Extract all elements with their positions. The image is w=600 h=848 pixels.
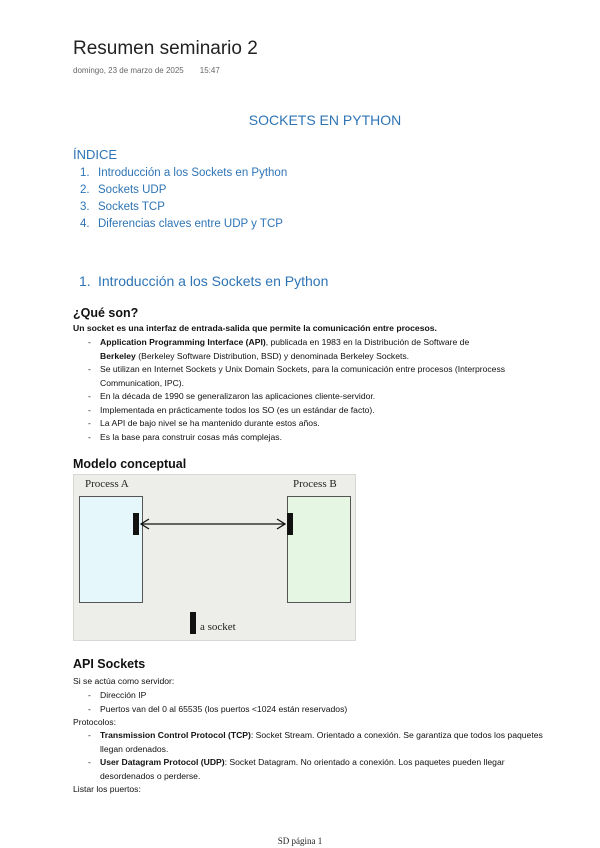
list-item xyxy=(86,363,546,390)
section-title: Introducción a los Sockets en Python xyxy=(98,273,329,289)
bidirectional-arrow-icon xyxy=(138,516,288,532)
list-text: La API de bajo nivel se ha mantenido durante estos años. xyxy=(100,418,320,428)
list-item xyxy=(86,703,546,717)
list-text: Dirección IP xyxy=(100,690,147,700)
section-number: 1. xyxy=(79,273,91,289)
list-text: Puertos van del 0 al 65535 (los puertos <1024 están reservados) xyxy=(100,703,348,714)
list-text: Se utilizan en Internet Sockets y Unix Domain Sockets, para la comunicación entre procesos (Interprocess Communication, IPC). xyxy=(100,364,506,388)
toc-number: 4. xyxy=(80,218,90,230)
list-text: : Socket Datagram. No orientado a conexión. Los paquetes pueden llegar desordenados o perderse. xyxy=(100,757,505,781)
process-a-label: Process A xyxy=(85,478,129,490)
list-text: Es la base para construir cosas más complejas. xyxy=(100,431,282,442)
list-item xyxy=(86,756,546,783)
what-heading: ¿Qué son? xyxy=(73,306,139,320)
process-b-box xyxy=(287,496,351,603)
toc-number: 3. xyxy=(80,201,90,213)
page-time: 15:47 xyxy=(199,66,220,75)
udp-term: User Datagram Protocol (UDP) xyxy=(100,757,225,767)
list-item xyxy=(86,689,546,703)
server-intro: Si se actúa como servidor: xyxy=(73,676,175,686)
toc-item[interactable] xyxy=(80,216,287,233)
toc-item[interactable] xyxy=(80,199,287,216)
socket-model-diagram xyxy=(73,474,356,641)
api-term: Application Programming Interface (API) xyxy=(100,337,266,347)
section-heading xyxy=(79,273,328,289)
socket-legend-label: a socket xyxy=(200,621,236,633)
list-item xyxy=(86,729,546,756)
list-item xyxy=(86,336,546,363)
process-b-label: Process B xyxy=(293,478,337,490)
toc-label: Sockets UDP xyxy=(98,184,167,196)
ports-label: Listar los puertos: xyxy=(73,784,141,794)
list-text: En la década de 1990 se generalizaron las aplicaciones cliente-servidor. xyxy=(100,391,376,401)
list-item xyxy=(86,390,546,404)
what-bullet-list xyxy=(86,336,546,444)
list-item xyxy=(86,417,546,431)
list-item xyxy=(86,404,546,418)
page-footer: SD página 1 xyxy=(277,836,323,846)
toc-label: Introducción a los Sockets en Python xyxy=(98,167,288,179)
toc-label: Sockets TCP xyxy=(98,201,165,213)
intro-paragraph: Un socket es una interfaz de entrada-salida que permite la comunicación entre procesos. xyxy=(73,323,437,333)
list-text: Implementada en prácticamente todos los SO (es un estándar de facto). xyxy=(100,404,375,415)
list-text: : Socket Stream. Orientado a conexión. Se garantiza que todos los paquetes llegan ordenados. xyxy=(100,730,543,754)
protocols-list xyxy=(86,729,546,783)
index-title: ÍNDICE xyxy=(73,147,118,162)
page-meta xyxy=(73,66,220,75)
toc-item[interactable] xyxy=(80,182,287,199)
list-text: , publicada en 1983 en la Distribución de Software de xyxy=(265,337,470,347)
berkeley-term: Berkeley xyxy=(100,350,136,361)
socket-legend-marker xyxy=(190,612,196,634)
toc-number: 1. xyxy=(80,167,90,179)
page-title: Resumen seminario 2 xyxy=(73,38,258,59)
main-heading: SOCKETS EN PYTHON xyxy=(248,112,402,128)
tcp-term: Transmission Control Protocol (TCP) xyxy=(100,730,251,740)
server-list xyxy=(86,689,546,716)
list-text: (Berkeley Software Distribution, BSD) y denominada Berkeley Sockets. xyxy=(135,350,410,361)
toc-label: Diferencias claves entre UDP y TCP xyxy=(98,218,283,230)
table-of-contents xyxy=(80,165,287,233)
protocols-label: Protocolos: xyxy=(73,717,116,727)
model-heading: Modelo conceptual xyxy=(73,457,187,471)
api-heading: API Sockets xyxy=(73,657,146,671)
toc-item[interactable] xyxy=(80,165,287,182)
toc-number: 2. xyxy=(80,184,90,196)
list-item xyxy=(86,431,546,445)
page-date: domingo, 23 de marzo de 2025 xyxy=(73,66,184,75)
